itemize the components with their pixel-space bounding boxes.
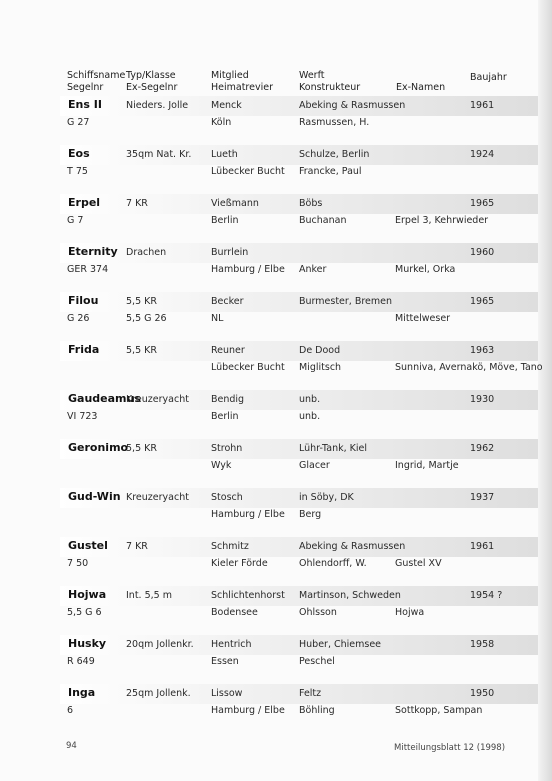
yacht-entry [60,390,538,434]
werft: De Dood [299,345,341,356]
konstrukteur: Francke, Paul [299,166,362,177]
heimatrevier: Lübecker Bucht [211,362,285,373]
heimatrevier: Berlin [211,215,239,226]
konstrukteur: Glacer [299,460,330,471]
yacht-entry [60,194,538,238]
werft: Schulze, Berlin [299,149,370,160]
header-schiffsname: Schiffsname [67,70,126,81]
mitglied: Menck [211,100,242,111]
yacht-entry [60,537,538,581]
ship-name: Hojwa [68,588,107,601]
typ-klasse: 7 KR [126,541,148,552]
ex-namen: Sunniva, Avernakö, Möve, Tano [395,362,543,373]
typ-klasse: 5,5 KR [126,443,157,454]
baujahr: 1954 ? [470,590,503,601]
heimatrevier: Hamburg / Elbe [211,705,285,716]
konstrukteur: Buchanan [299,215,347,226]
werft: Abeking & Rasmussen [299,541,406,552]
konstrukteur: Berg [299,509,322,520]
ship-name: Erpel [68,196,101,209]
ex-namen: Erpel 3, Kehrwieder [395,215,489,226]
mitglied: Hentrich [211,639,252,650]
ship-name: Frida [68,343,100,356]
typ-klasse: 5,5 KR [126,345,157,356]
ex-namen: Mittelweser [395,313,451,324]
mitglied: Reuner [211,345,245,356]
yacht-entry [60,635,538,679]
heimatrevier: Lübecker Bucht [211,166,285,177]
konstrukteur: Anker [299,264,327,275]
segelnr: GER 374 [67,264,109,275]
yacht-entry [60,488,538,532]
header-segelnr: Segelnr [67,82,104,93]
segelnr: 6 [67,705,74,716]
baujahr: 1958 [470,639,495,650]
segelnr: G 27 [67,117,90,128]
mitglied: Lueth [211,149,238,160]
werft: in Söby, DK [299,492,354,503]
publication-title: Mitteilungsblatt 12 (1998) [394,743,506,753]
konstrukteur: Rasmussen, H. [299,117,370,128]
yacht-entry [60,243,538,287]
werft: Abeking & Rasmussen [299,100,406,111]
heimatrevier: Hamburg / Elbe [211,509,285,520]
mitglied: Strohn [211,443,243,454]
yacht-entry [60,145,538,189]
yacht-entry [60,586,538,630]
mitglied: Stosch [211,492,243,503]
typ-klasse: Nieders. Jolle [126,100,189,111]
mitglied: Vießmann [211,198,259,209]
baujahr: 1965 [470,198,495,209]
ship-name: Husky [68,637,107,650]
typ-klasse: Kreuzeryacht [126,492,189,503]
ship-name: Gustel [68,539,108,552]
werft: Lühr-Tank, Kiel [299,443,367,454]
typ-klasse: 35qm Nat. Kr. [126,149,192,160]
baujahr: 1963 [470,345,495,356]
heimatrevier: Köln [211,117,232,128]
konstrukteur: Ohlendorff, W. [299,558,367,569]
page-number: 94 [66,741,77,751]
werft: Böbs [299,198,323,209]
typ-klasse: 7 KR [126,198,148,209]
header-konstrukteur: Konstrukteur [299,82,361,93]
baujahr: 1961 [470,100,495,111]
ship-name: Gaudeamus [68,392,141,405]
baujahr: 1937 [470,492,495,503]
page-edge-shadow [538,0,552,781]
baujahr: 1950 [470,688,495,699]
ex-namen: Hojwa [395,607,425,618]
typ-klasse: Drachen [126,247,167,258]
ex-namen: Sottkopp, Sampan [395,705,483,716]
heimatrevier: Essen [211,656,239,667]
ship-name: Eos [68,147,90,160]
typ-klasse: 20qm Jollenkr. [126,639,194,650]
typ-klasse: 25qm Jollenk. [126,688,191,699]
heimatrevier: Wyk [211,460,232,471]
yacht-entry [60,292,538,336]
heimatrevier: Bodensee [211,607,258,618]
yacht-entry [60,684,538,728]
yacht-entry [60,341,543,385]
heimatrevier: Hamburg / Elbe [211,264,285,275]
baujahr: 1962 [470,443,495,454]
segelnr: 5,5 G 6 [67,607,102,618]
heimatrevier: Berlin [211,411,239,422]
header-typ-klasse: Typ/Klasse [126,70,176,81]
ex-namen: Murkel, Orka [395,264,456,275]
ship-name: Gud-Win [68,490,121,503]
werft: Martinson, Schweden [299,590,401,601]
konstrukteur: Ohlsson [299,607,337,618]
header-werft: Werft [299,70,325,81]
segelnr: R 649 [67,656,95,667]
ex-namen: Ingrid, Martje [395,460,459,471]
mitglied: Becker [211,296,244,307]
konstrukteur: Böhling [299,705,335,716]
segelnr: 7 50 [67,558,89,569]
baujahr: 1930 [470,394,495,405]
header-mitglied: Mitglied [211,70,249,81]
mitglied: Bendig [211,394,245,405]
segelnr: VI 723 [67,411,98,422]
mitglied: Burrlein [211,247,249,258]
mitglied: Schlichtenhorst [211,590,285,601]
header-heimatrevier: Heimatrevier [211,82,273,93]
yacht-entry [60,439,538,483]
typ-klasse: Kreuzeryacht [126,394,189,405]
segelnr: G 7 [67,215,84,226]
ship-name: Filou [68,294,99,307]
baujahr: 1924 [470,149,495,160]
werft: unb. [299,394,321,405]
yacht-entry [60,96,538,140]
ex-segelnr: 5,5 G 26 [126,313,167,324]
werft: Burmester, Bremen [299,296,393,307]
segelnr: T 75 [67,166,88,177]
mitglied: Schmitz [211,541,249,552]
segelnr: G 26 [67,313,90,324]
header-baujahr: Baujahr [470,72,507,83]
heimatrevier: NL [211,313,224,324]
baujahr: 1960 [470,247,495,258]
konstrukteur: unb. [299,411,321,422]
ship-name: Inga [68,686,96,699]
header-ex-namen: Ex-Namen [396,82,446,93]
mitglied: Lissow [211,688,243,699]
baujahr: 1965 [470,296,495,307]
ex-namen: Gustel XV [395,558,442,569]
konstrukteur: Peschel [299,656,335,667]
ship-name: Eternity [68,245,118,258]
werft: Feltz [299,688,322,699]
konstrukteur: Miglitsch [299,362,342,373]
header-ex-segelnr: Ex-Segelnr [126,82,178,93]
typ-klasse: 5,5 KR [126,296,157,307]
ship-name: Ens II [68,98,102,111]
werft: Huber, Chiemsee [299,639,382,650]
baujahr: 1961 [470,541,495,552]
heimatrevier: Kieler Förde [211,558,268,569]
typ-klasse: Int. 5,5 m [126,590,172,601]
ship-name: Geronimo [68,441,129,454]
